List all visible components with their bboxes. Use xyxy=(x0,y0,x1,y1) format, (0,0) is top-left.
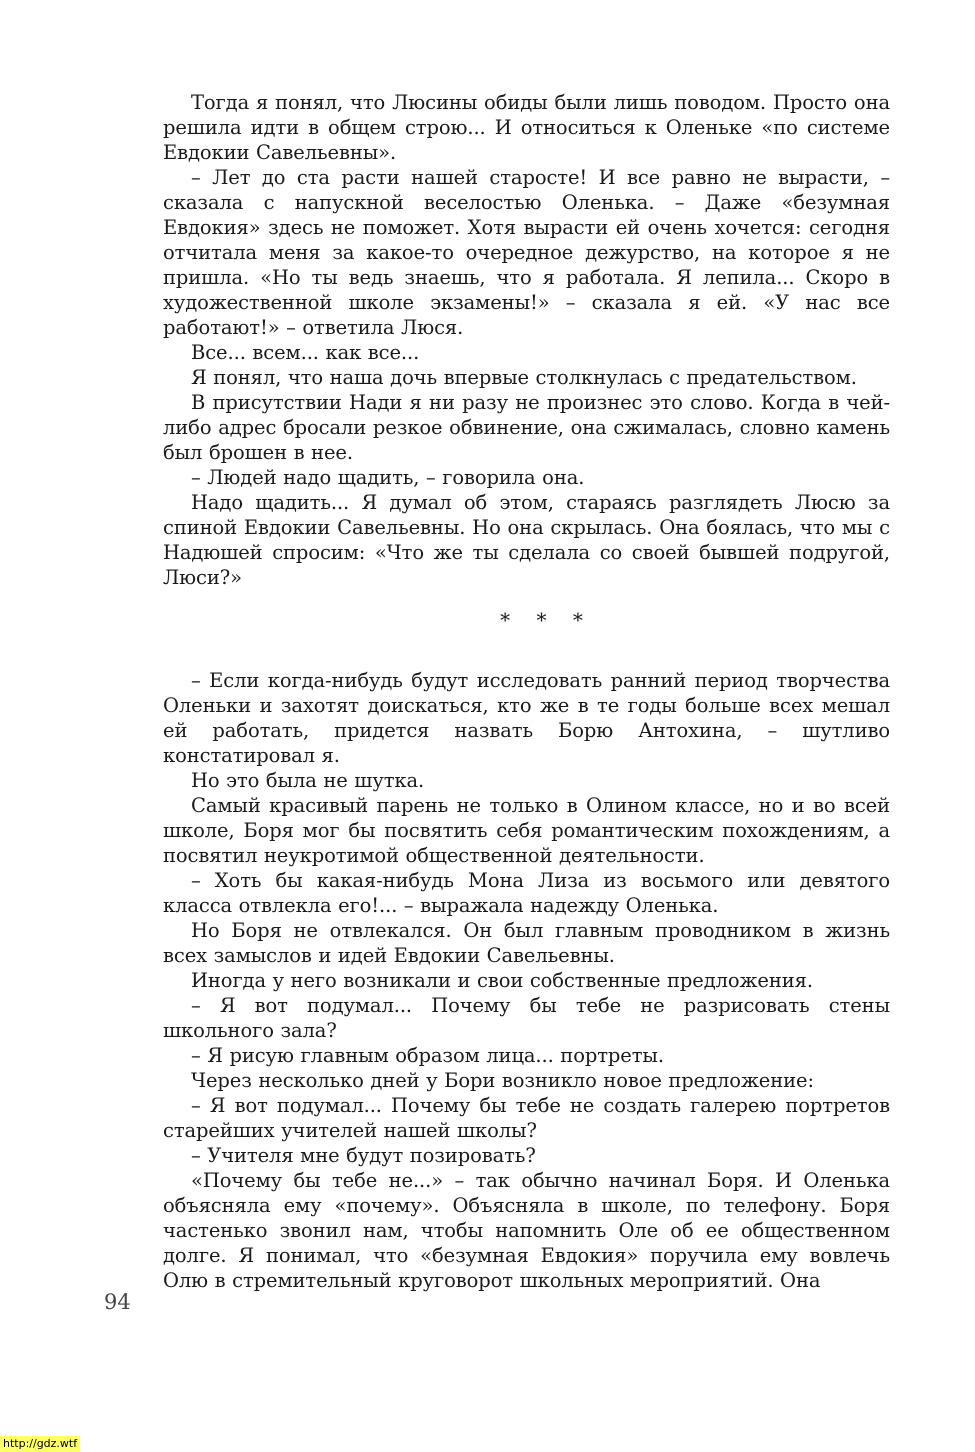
paragraph: Я понял, что наша дочь впервые столкнулась с предательством. xyxy=(191,366,857,389)
section-separator: * * * xyxy=(500,608,593,632)
paragraph: Иногда у него возникали и свои собственные предложения. xyxy=(191,969,813,992)
paragraph: – Я рисую главным образом лица... портреты. xyxy=(191,1044,664,1067)
text-block-after-separator xyxy=(163,668,890,1293)
paragraph: В присутствии Нади я ни разу не произнес это слово. Когда в чей-либо адрес бросали резкое обвинение, она сжималась, словно камень был брошен в нее. xyxy=(163,391,890,464)
paragraph: Но это была не шутка. xyxy=(191,769,425,792)
paragraph: – Если когда-нибудь будут исследовать ранний период творчества Оленьки и захотят доискаться, кто же в те годы больше всех мешал ей работать, придется назвать Борю Антохина, – шутливо констатировал я. xyxy=(163,669,890,767)
paragraph: Тогда я понял, что Люсины обиды были лишь поводом. Просто она решила идти в общем строю... И относиться к Оленьке «по системе Евдокии Савельевны». xyxy=(163,91,890,164)
paragraph: – Учителя мне будут позировать? xyxy=(191,1144,536,1167)
paragraph: – Людей надо щадить, – говорила она. xyxy=(191,466,585,489)
text-block-before-separator xyxy=(163,90,890,590)
paragraph: Через несколько дней у Бори возникло новое предложение: xyxy=(191,1069,814,1092)
document-page xyxy=(163,90,890,1293)
paragraph: Все... всем... как все... xyxy=(191,341,420,364)
paragraph: Самый красивый парень не только в Олином классе, но и во всей школе, Боря мог бы посвятить себя романтическим похождениям, а посвятил неукротимой общественной деятельности. xyxy=(163,794,890,867)
page-number: 94 xyxy=(104,1290,131,1314)
paragraph: – Я вот подумал... Почему бы тебе не разрисовать стены школьного зала? xyxy=(163,994,890,1042)
paragraph: – Лет до ста расти нашей старосте! И все равно не вырасти, – сказала с напускной веселостью Оленька. – Даже «безумная Евдокия» здесь не поможет. Хотя вырасти ей очень хочется: сегодня отчитала меня за какое-то очередное дежурство, на которое я не пришла. «Но ты ведь знаешь, что я работала. Я лепила... Скоро в художественной школе экзамены!» – сказала я ей. «У нас все работают!» – ответила Люся. xyxy=(163,166,890,339)
watermark-link[interactable]: http://gdz.wtf xyxy=(0,1436,80,1452)
paragraph: Надо щадить... Я думал об этом, стараясь разглядеть Люсю за спиной Евдокии Савельевны. Но она скрылась. Она боялась, что мы с Надюшей спросим: «Что же ты сделала со своей бывшей подругой, Люси?» xyxy=(163,491,890,589)
paragraph: «Почему бы тебе не...» – так обычно начинал Боря. И Оленька объясняла ему «почему». Объясняла в школе, по телефону. Боря частенько звонил нам, чтобы напомнить Оле об ее общественном долге. Я понимал, что «безумная Евдокия» поручила ему вовлечь Олю в стремительный круговорот школьных мероприятий. Она xyxy=(163,1169,890,1292)
paragraph: Но Боря не отвлекался. Он был главным проводником в жизнь всех замыслов и идей Евдокии Савельевны. xyxy=(163,919,890,967)
paragraph: – Я вот подумал... Почему бы тебе не создать галерею портретов старейших учителей нашей школы? xyxy=(163,1094,890,1142)
paragraph: – Хоть бы какая-нибудь Мона Лиза из восьмого или девятого класса отвлекла его!... – выражала надежду Оленька. xyxy=(163,869,890,917)
